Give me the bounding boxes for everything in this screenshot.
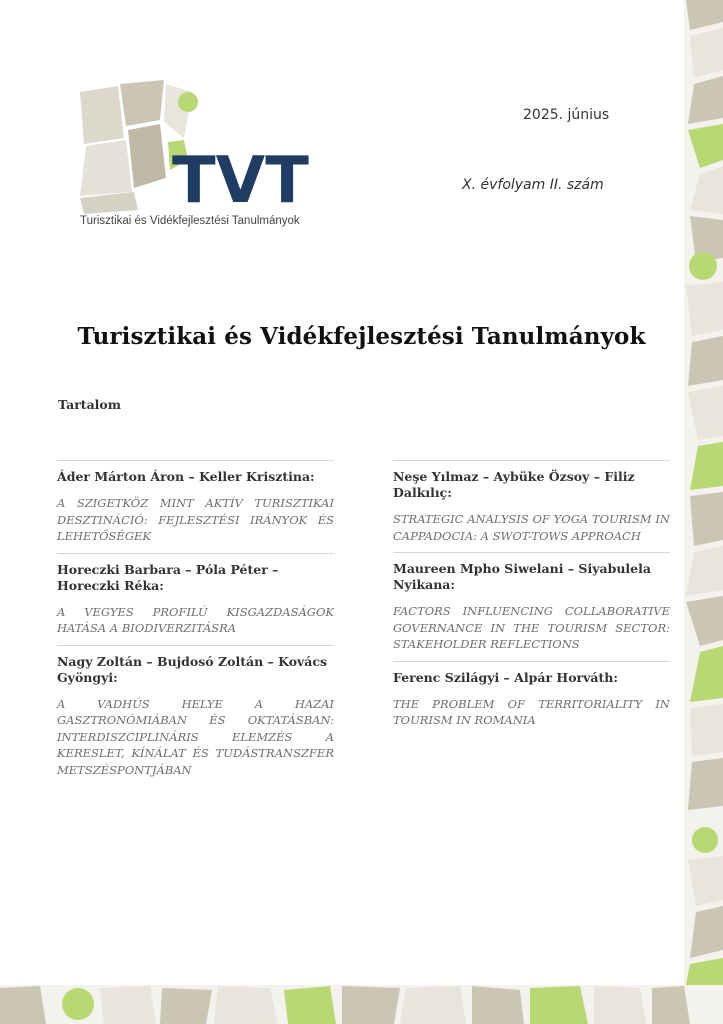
article-authors: Nagy Zoltán – Bujdosó Zoltán – Kovács Gyöngyi: [57,653,328,685]
toc-entry[interactable] [57,645,334,787]
article-authors: Horeczki Barbara – Póla Péter – Horeczki Réka: [57,561,279,593]
toc-entry[interactable] [57,460,334,553]
toc-column-left [57,460,334,786]
article-title[interactable]: A VADHÚS HELYE A HAZAI GASZTRONÓMIÁBAN ÉS OKTATÁSBAN: INTERDISZCIPLINÁRIS ELEMZÉS A KERESLET, KÍNÁLAT ÉS TUDÁSTRANSZFER METSZÉSPONTJÁBAN [57,696,334,777]
article-title[interactable]: A SZIGETKÖZ MINT AKTÍV TURISZTIKAI DESZTINÁCIÓ: FEJLESZTÉSI IRÁNYOK ÉS LEHETŐSÉGEK [57,496,334,543]
logo-tagline: Turisztikai és Vidékfejlesztési Tanulmányok [80,215,300,227]
toc-entry[interactable] [393,460,670,552]
toc-entry[interactable] [393,661,670,737]
article-authors: Ferenc Szilágyi – Alpár Horváth: [393,669,618,685]
tvt-logo [80,80,320,230]
issue-date: 2025. június [523,107,610,123]
toc-heading: Tartalom [58,397,121,412]
article-title[interactable]: A VEGYES PROFILÚ KISGAZDASÁGOK HATÁSA A BIODIVERZITÁSRA [57,604,334,635]
toc-entry[interactable] [393,552,670,661]
article-authors: Áder Márton Áron – Keller Krisztina: [57,469,315,484]
toc-entry[interactable] [57,553,334,645]
journal-title: Turisztikai és Vidékfejlesztési Tanulmányok [77,323,646,350]
article-authors: Neşe Yılmaz – Aybüke Özsoy – Filiz Dalkılıç: [393,469,635,500]
article-title[interactable]: THE PROBLEM OF TERRITORIALITY IN TOURISM IN ROMANIA [393,696,670,727]
article-title[interactable]: FACTORS INFLUENCING COLLABORATIVE GOVERNANCE IN THE TOURISM SECTOR: STAKEHOLDER REFLECTIONS [393,604,670,651]
issue-number: X. évfolyam II. szám [462,177,604,193]
article-title[interactable]: STRATEGIC ANALYSIS OF YOGA TOURISM IN CAPPADOCIA: A SWOT-TOWS APPROACH [393,512,670,543]
article-authors: Maureen Mpho Siwelani – Siyabulela Nyikana: [393,561,651,592]
logo-letters: TVT [172,144,309,218]
toc-column-right [393,460,670,737]
